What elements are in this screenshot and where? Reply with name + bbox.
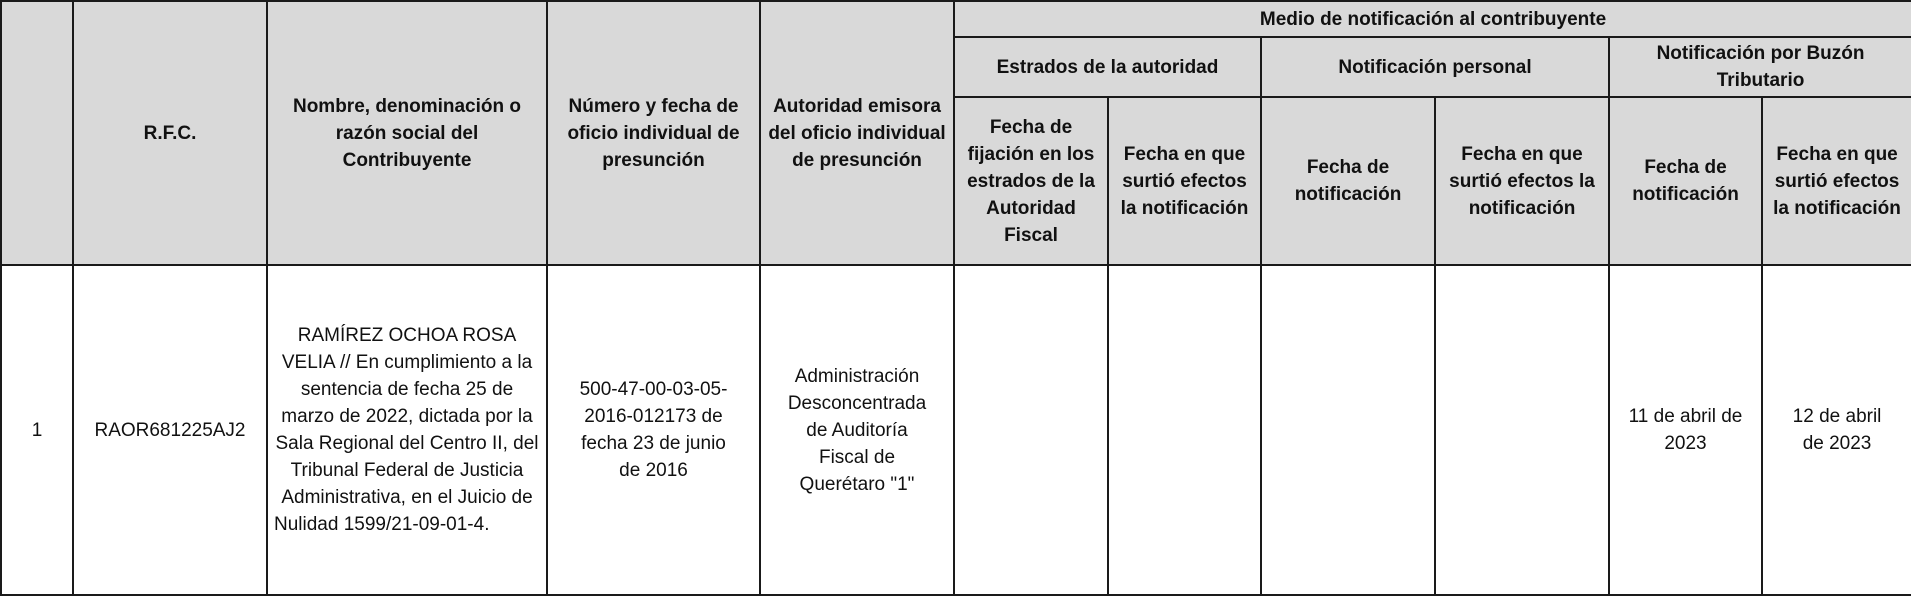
header-index — [1, 1, 73, 265]
header-numero-fecha-oficio: Número y fecha de oficio individual de presunción — [547, 1, 760, 265]
table-header — [1, 1, 1911, 265]
table-body — [1, 265, 1911, 595]
cell-numero-fecha-oficio: 500-47-00-03-05-2016-012173 de fecha 23 de junio de 2016 — [547, 265, 760, 595]
header-medio-notificacion: Medio de notificación al contribuyente — [954, 1, 1911, 37]
cell-personal-fecha-notificacion — [1261, 265, 1435, 595]
header-personal-fecha-surtio: Fecha en que surtió efectos la notificación — [1435, 97, 1609, 265]
cell-estrados-fecha-fijacion — [954, 265, 1108, 595]
cell-personal-fecha-surtio — [1435, 265, 1609, 595]
header-buzon-fecha-surtio: Fecha en que surtió efectos la notificación — [1762, 97, 1911, 265]
header-estrados-fecha-fijacion: Fecha de fijación en los estrados de la Autoridad Fiscal — [954, 97, 1108, 265]
header-buzon-fecha-notificacion: Fecha de notificación — [1609, 97, 1762, 265]
header-autoridad-emisora: Autoridad emisora del oficio individual de presunción — [760, 1, 954, 265]
cell-estrados-fecha-surtio — [1108, 265, 1261, 595]
cell-nombre: RAMÍREZ OCHOA ROSA VELIA // En cumplimiento a la sentencia de fecha 25 de marzo de 2022, dictada por la Sala Regional del Centro II, del Tribunal Federal de Justicia Administrativa, en el Juicio de Nulidad 1599/21-09-01-4. — [267, 265, 547, 595]
header-nombre: Nombre, denominación o razón social del Contribuyente — [267, 1, 547, 265]
cell-index: 1 — [1, 265, 73, 595]
header-notificacion-personal: Notificación personal — [1261, 37, 1609, 97]
header-notificacion-buzon: Notificación por Buzón Tributario — [1609, 37, 1911, 97]
table-row — [1, 265, 1911, 595]
cell-autoridad-emisora: Administración Desconcentrada de Auditoría Fiscal de Querétaro "1" — [760, 265, 954, 595]
cell-rfc: RAOR681225AJ2 — [73, 265, 267, 595]
cell-buzon-fecha-notificacion: 11 de abril de 2023 — [1609, 265, 1762, 595]
cell-buzon-fecha-surtio: 12 de abril de 2023 — [1762, 265, 1911, 595]
header-estrados-fecha-surtio: Fecha en que surtió efectos la notificación — [1108, 97, 1261, 265]
header-personal-fecha-notificacion: Fecha de notificación — [1261, 97, 1435, 265]
header-estrados: Estrados de la autoridad — [954, 37, 1261, 97]
header-rfc: R.F.C. — [73, 1, 267, 265]
